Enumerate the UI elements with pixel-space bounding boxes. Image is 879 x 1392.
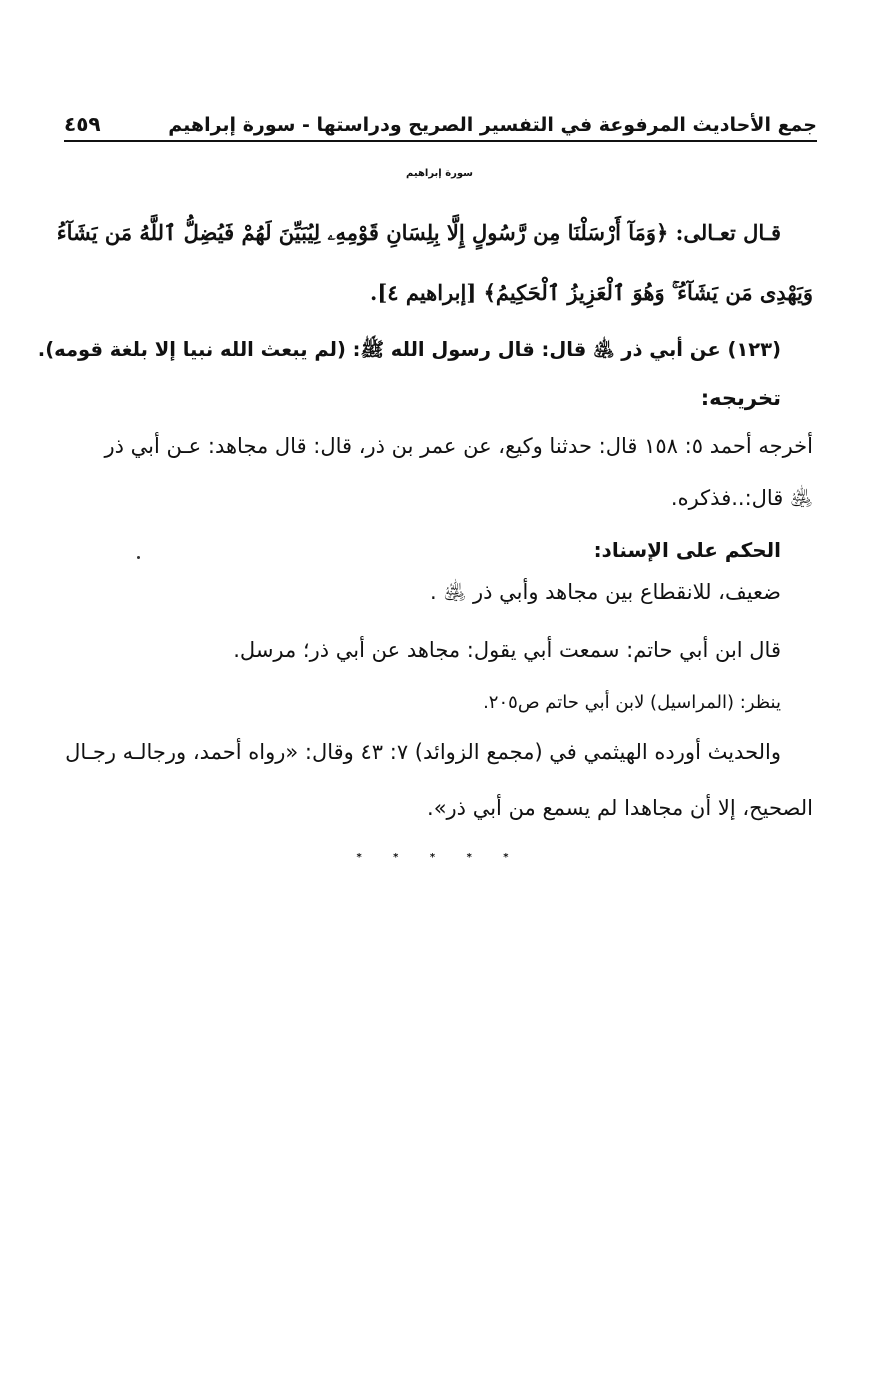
section-separator: * * * * * — [356, 852, 523, 863]
page-number: ٤٥٩ — [64, 112, 101, 136]
running-header — [64, 108, 817, 142]
hadith-text: (١٢٣) عن أبي ذر ﵁ قال: قال رسول الله ﷺ: (لم يبعث الله نبيا إلا بلغة قومه). — [37, 338, 781, 361]
takhrij-line-1: أخرجه أحمد ٥: ١٥٨ قال: حدثنا وكيع، عن عمر بن ذر، قال: قال مجاهد: عـن أبي ذر — [104, 434, 813, 458]
isnad-ruling-text: ضعيف، للانقطاع بين مجاهد وأبي ذر ﵁ . — [429, 580, 781, 604]
verse-line-1: قـال تعـالى: ﴿وَمَآ أَرْسَلْنَا مِن رَّسُولٍ إِلَّا بِلِسَانِ قَوْمِهِۦ لِيُبَيِّنَ لَهُمْ فَيُضِلُّ ٱللَّهُ مَن يَشَآءُ — [56, 220, 781, 245]
takhrij-heading: تخريجه: — [700, 386, 781, 410]
stray-dot — [137, 556, 140, 559]
verse-line-2: وَيَهْدِى مَن يَشَآءُ ۚ وَهُوَ ٱلْعَزِيزُ ٱلْحَكِيمُ﴾ [إبراهيم ٤]. — [370, 280, 813, 305]
isnad-ruling-heading: الحكم على الإسناد: — [593, 538, 781, 562]
takhrij-line-2: ﵁ قال:..فذكره. — [670, 486, 813, 510]
ibn-abi-hatim-quote: قال ابن أبي حاتم: سمعت أبي يقول: مجاهد عن أبي ذر؛ مرسل. — [233, 638, 781, 662]
haythami-line-1: والحديث أورده الهيثمي في (مجمع الزوائد) ٧: ٤٣ وقال: «رواه أحمد، ورجالـه رجـال — [65, 740, 781, 764]
haythami-line-2: الصحيح، إلا أن مجاهدا لم يسمع من أبي ذر». — [427, 796, 813, 820]
header-title: جمع الأحاديث المرفوعة في التفسير الصريح ودراستها - سورة إبراهيم — [168, 114, 817, 136]
surah-title: سورة إبراهيم — [406, 168, 473, 179]
reference-note: ينظر: (المراسيل) لابن أبي حاتم ص٢٠٥. — [483, 692, 781, 713]
